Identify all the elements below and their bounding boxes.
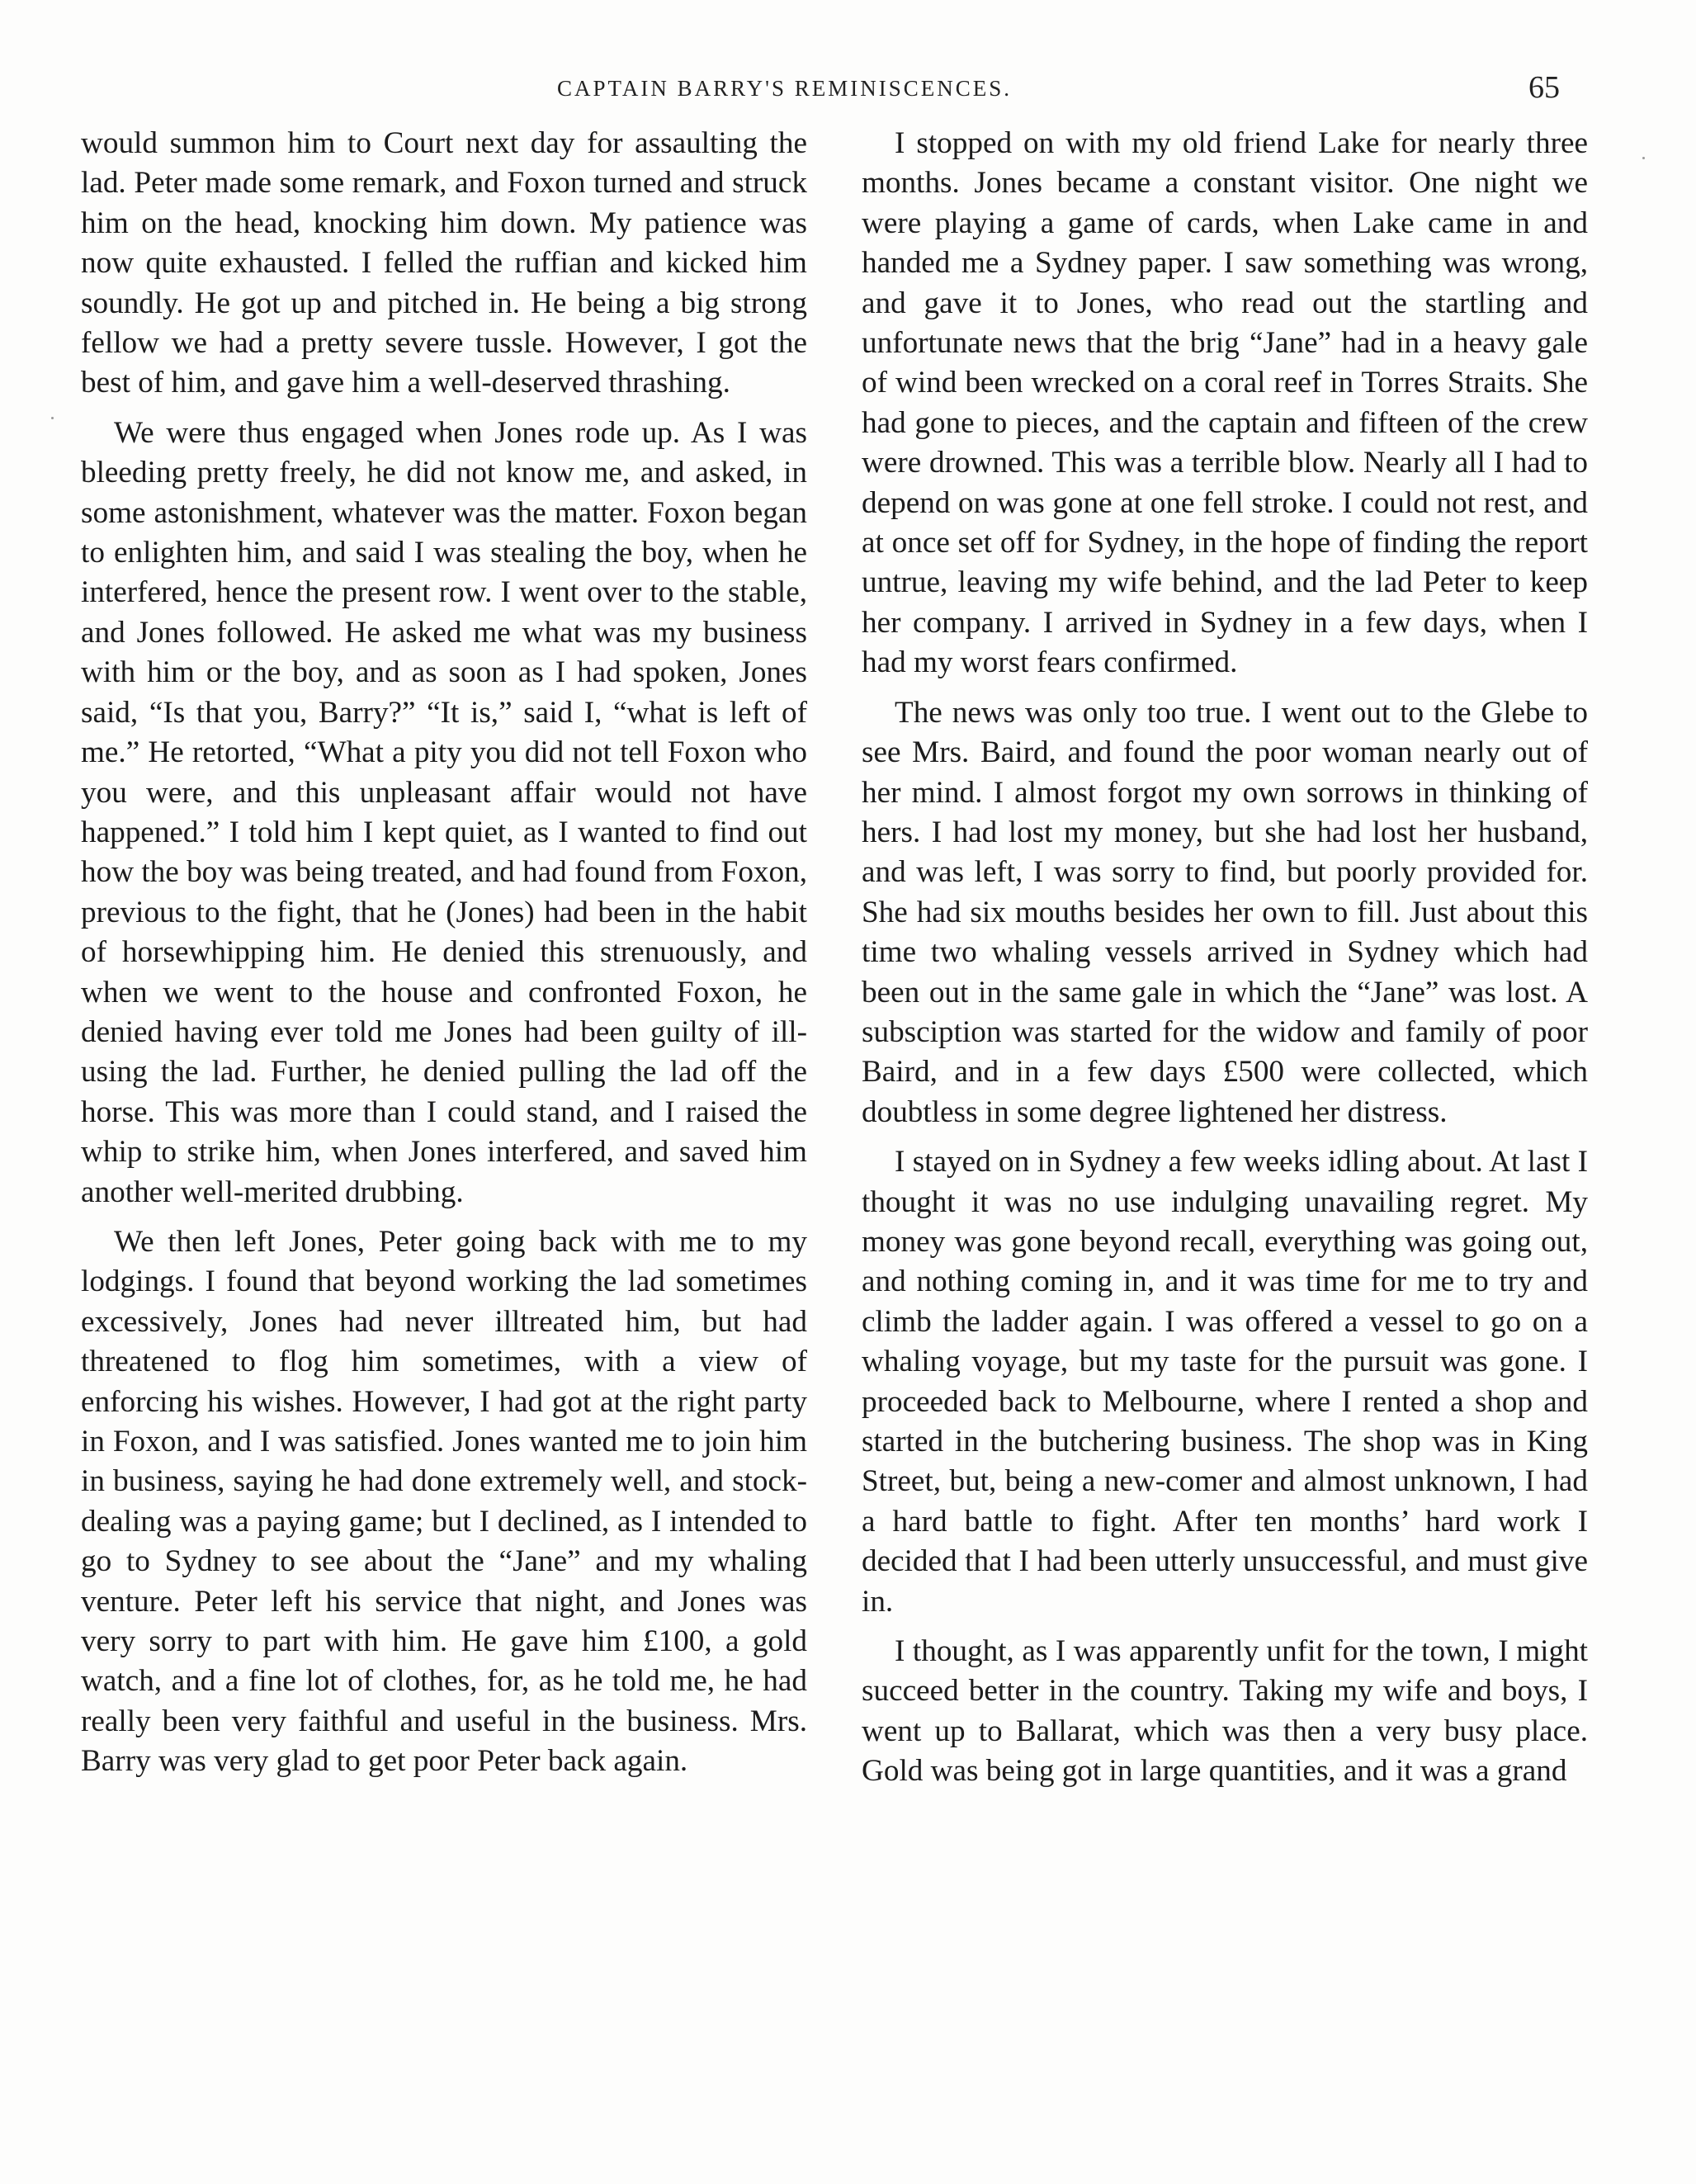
page-number: 65 bbox=[1528, 70, 1560, 105]
paragraph: I stopped on with my old friend Lake for nearly three months. Jones became a constant visitor. One night we were playing a game of cards, when Lake came in and handed me a Sydney paper. I saw something was wrong, and gave it to Jones, who read out the startling and unfortunate news that the brig “Jane” had in a heavy gale of wind been wrecked on a coral reef in Torres Straits. She had gone to pieces, and the captain and fifteen of the crew were drowned. This was a terrible blow. Nearly all I had to depend on was gone at one fell stroke. I could not rest, and at once set off for Sydney, in the hope of finding the report untrue, leaving my wife behind, and the lad Peter to keep her company. I arrived in Sydney in a few days, when I had my worst fears confirmed. bbox=[862, 126, 1588, 680]
paragraph: I stayed on in Sydney a few weeks idling about. At last I thought it was no use indulging unavailing regret. My money was gone beyond recall, everything was going out, and nothing coming in, and it was time for me to try and climb the ladder again. I was offered a vessel to go on a whaling voyage, but my taste for the pursuit was gone. I proceeded back to Melbourne, where I rented a shop and started in the butchering business. The shop was in King Street, but, being a new-comer and almost unknown, I had a hard battle to fight. After ten months’ hard work I decided that I had been utterly unsuccessful, and must give in. bbox=[862, 1145, 1588, 1619]
left-column bbox=[81, 124, 807, 1792]
paragraph: We were thus engaged when Jones rode up. As I was bleeding pretty freely, he did not know me, and asked, in some astonishment, whatever was the matter. Foxon began to enlighten him, and said I was stealing the boy, when he interfered, hence the present row. I went over to the stable, and Jones followed. He asked me what was my business with him or the boy, and as soon as I had spoken, Jones said, “Is that you, Barry?” “It is,” said I, “what is left of me.” He retorted, “What a pity you did not tell Foxon who you were, and this unpleasant affair would not have happened.” I told him I kept quiet, as I wanted to find out how the boy was being treated, and had found from Foxon, previous to the fight, that he (Jones) had been in the habit of horsewhipping him. He denied this strenuously, and when we went to the house and confronted Foxon, he denied having ever told me Jones had been guilty of ill-using the lad. Further, he denied pulling the lad off the horse. This was more than I could stand, and I raised the whip to strike him, when Jones interfered, and saved him another well-merited drubbing. bbox=[81, 415, 807, 1209]
paragraph: would summon him to Court next day for assaulting the lad. Peter made some remark, and Foxon turned and struck him on the head, knocking him down. My patience was now quite exhausted. I felled the ruffian and kicked him soundly. He got up and pitched in. He being a big strong fellow we had a pretty severe tussle. However, I got the best of him, and gave him a well-deserved thrashing. bbox=[81, 126, 807, 400]
paragraph: The news was only too true. I went out to the Glebe to see Mrs. Baird, and found the poor woman nearly out of her mind. I almost forgot my own sorrows in thinking of hers. I had lost my money, but she had lost her husband, and was left, I was sorry to find, but poorly provided for. She had six mouths besides her own to fill. Just about this time two whaling vessels arrived in Sydney which had been out in the same gale in which the “Jane” was lost. A subsciption was started for the widow and family of poor Baird, and in a few days £500 were collected, which doubtless in some degree lightened her distress. bbox=[862, 695, 1588, 1129]
paper-speck bbox=[1642, 157, 1645, 159]
paragraph: I thought, as I was apparently unfit for the town, I might succeed better in the country. Taking my wife and boys, I went up to Ballarat, which was then a very busy place. Gold was being got in large quantities, and it was a grand bbox=[862, 1634, 1588, 1789]
paper-speck bbox=[51, 417, 54, 419]
running-head bbox=[0, 69, 1696, 111]
right-column bbox=[862, 124, 1588, 1802]
paragraph: We then left Jones, Peter going back with me to my lodgings. I found that beyond working the lad sometimes excessively, Jones had never illtreated him, but had threatened to flog him sometimes, with a view of enforcing his wishes. However, I had got at the right party in Foxon, and I was satisfied. Jones wanted me to join him in business, saying he had done extremely well, and stock-dealing was a paying game; but I declined, as I intended to go to Sydney to see about the “Jane” and my whaling venture. Peter left his service that night, and Jones was very sorry to part with him. He gave him £100, a gold watch, and a fine lot of clothes, for, as he told me, he had really been very faithful and useful in the business. Mrs. Barry was very glad to get poor Peter back again. bbox=[81, 1224, 807, 1779]
running-title: CAPTAIN BARRY'S REMINISCENCES. bbox=[557, 76, 1013, 101]
